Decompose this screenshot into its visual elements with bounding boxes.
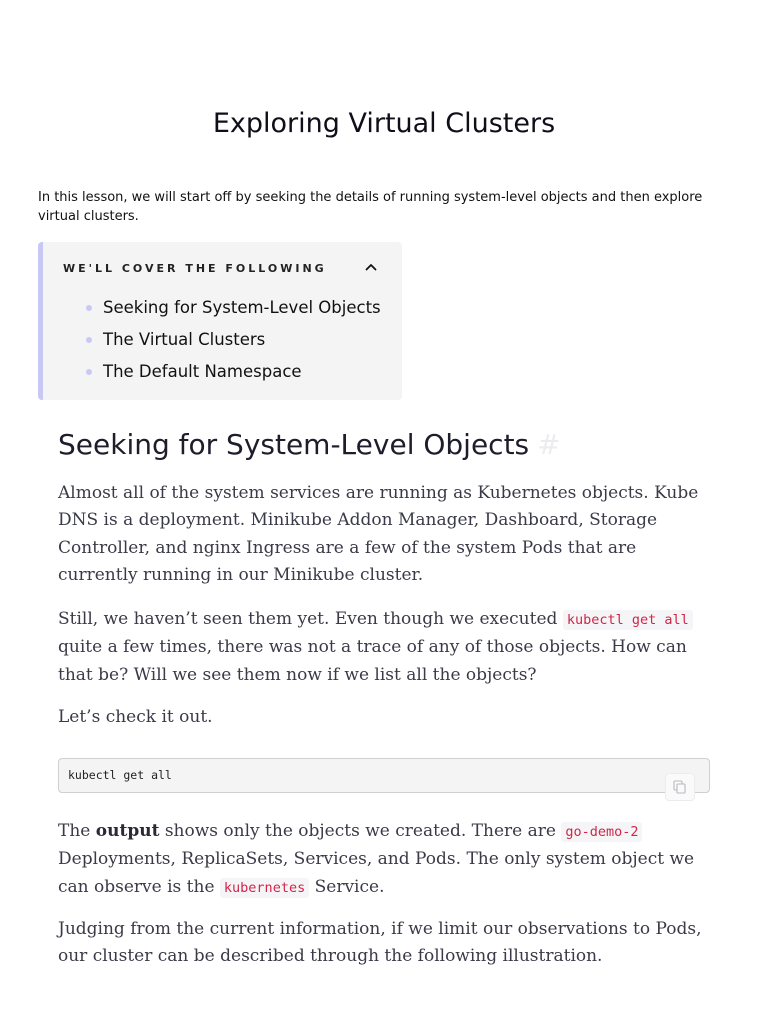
cover-box bbox=[38, 242, 402, 400]
cover-item[interactable]: The Default Namespace bbox=[103, 356, 381, 388]
paragraph: The output shows only the objects we created. There are go-demo-2 Deployments, ReplicaSets, Services, and Pods. The only system object we can observe is the kubernetes Service. bbox=[58, 821, 695, 897]
section-heading: Seeking for System-Level Objects # bbox=[58, 428, 561, 461]
cover-heading: WE'LL COVER THE FOLLOWING bbox=[63, 262, 327, 275]
chevron-up-icon[interactable] bbox=[365, 262, 377, 272]
bullet-icon bbox=[86, 369, 92, 375]
cover-item[interactable]: Seeking for System-Level Objects bbox=[103, 292, 381, 324]
anchor-link[interactable]: # bbox=[537, 428, 561, 461]
bullet-icon bbox=[86, 305, 92, 311]
paragraph: Let’s check it out. bbox=[58, 707, 213, 727]
page-title: Exploring Virtual Clusters bbox=[212, 108, 556, 139]
cover-item[interactable]: The Virtual Clusters bbox=[103, 324, 381, 356]
code-block bbox=[58, 758, 710, 793]
inline-code: kubernetes bbox=[220, 878, 309, 898]
inline-code: go-demo-2 bbox=[561, 822, 642, 842]
paragraph: Judging from the current information, if we limit our observations to Pods, our cluster can be described through the following illustration. bbox=[58, 919, 702, 967]
copy-button[interactable] bbox=[665, 773, 695, 801]
bullet-icon bbox=[86, 337, 92, 343]
copy-icon bbox=[666, 774, 694, 800]
paragraph: Almost all of the system services are running as Kubernetes objects. Kube DNS is a deployment. Minikube Addon Manager, Dashboard, Storage Controller, and nginx Ingress are a few of the system Pods that are currently running in our Minikube cluster. bbox=[58, 483, 699, 585]
paragraph: Still, we haven’t seen them yet. Even though we executed kubectl get all quite a few times, there was not a trace of any of those objects. How can that be? Will we see them now if we list all the objects? bbox=[58, 606, 714, 689]
lesson-intro: In this lesson, we will start off by seeking the details of running system-level objects and then explore virtual clusters. bbox=[38, 190, 703, 224]
code-text: kubectl get all bbox=[68, 768, 172, 782]
inline-code: kubectl get all bbox=[563, 610, 693, 630]
cover-list bbox=[103, 292, 381, 388]
